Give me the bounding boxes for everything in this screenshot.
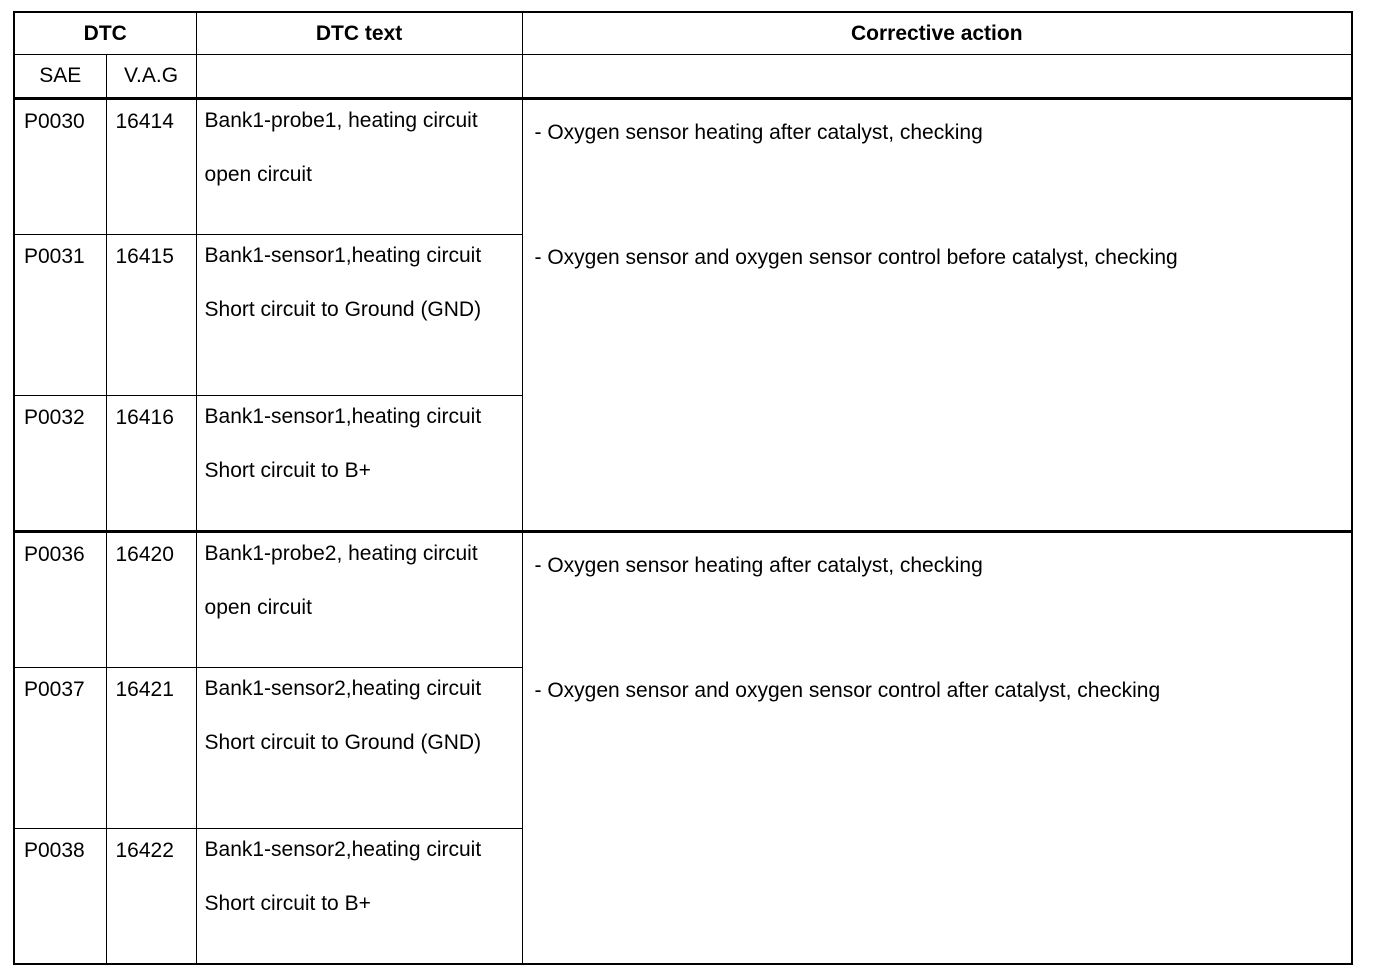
subheader-empty-action: [522, 55, 1352, 99]
dtc-text-line2: open circuit: [204, 163, 312, 186]
dtc-table-container: [13, 11, 1351, 915]
vag-code: 16420: [106, 532, 196, 668]
vag-code: 16416: [106, 396, 196, 532]
dtc-text-cell: [196, 235, 522, 396]
table-row: [14, 532, 1352, 668]
sae-code: P0038: [14, 829, 106, 965]
subheader-sae: SAE: [14, 55, 106, 99]
dtc-text-line1: Bank1-sensor2,heating circuit: [204, 677, 482, 700]
action-line1: - Oxygen sensor heating after catalyst, checking: [534, 554, 983, 577]
dtc-text-cell: [196, 396, 522, 532]
dtc-text-line1: Bank1-probe2, heating circuit: [204, 542, 478, 565]
header-row: [14, 12, 1352, 55]
dtc-text-line1: Bank1-sensor2,heating circuit: [204, 838, 482, 861]
sae-code: P0032: [14, 396, 106, 532]
corrective-action-cell: [522, 532, 1352, 965]
dtc-text-cell: [196, 532, 522, 668]
vag-code: 16415: [106, 235, 196, 396]
header-dtc: DTC: [14, 12, 196, 55]
vag-code: 16421: [106, 668, 196, 829]
dtc-text-line1: Bank1-sensor1,heating circuit: [204, 405, 482, 428]
subheader-row: [14, 55, 1352, 99]
subheader-empty-text: [196, 55, 522, 99]
dtc-text-cell: [196, 829, 522, 965]
dtc-text-line2: Short circuit to Ground (GND): [204, 731, 482, 754]
header-dtc-text: DTC text: [196, 12, 522, 55]
subheader-vag: V.A.G: [106, 55, 196, 99]
dtc-text-line2: Short circuit to B+: [204, 892, 371, 915]
sae-code: P0031: [14, 235, 106, 396]
header-corrective-action: Corrective action: [522, 12, 1352, 55]
dtc-text-line2: open circuit: [204, 596, 312, 619]
dtc-text-cell: [196, 668, 522, 829]
dtc-text-line2: Short circuit to B+: [204, 459, 371, 482]
sae-code: P0037: [14, 668, 106, 829]
dtc-table: [13, 11, 1353, 965]
sae-code: P0030: [14, 99, 106, 235]
dtc-text-line2: Short circuit to Ground (GND): [204, 298, 482, 321]
vag-code: 16422: [106, 829, 196, 965]
dtc-text-line1: Bank1-probe1, heating circuit: [204, 109, 478, 132]
vag-code: 16414: [106, 99, 196, 235]
dtc-text-line1: Bank1-sensor1,heating circuit: [204, 244, 482, 267]
action-line2: - Oxygen sensor and oxygen sensor control before catalyst, checking: [534, 246, 1178, 269]
action-line1: - Oxygen sensor heating after catalyst, checking: [534, 121, 983, 144]
sae-code: P0036: [14, 532, 106, 668]
action-line2: - Oxygen sensor and oxygen sensor control after catalyst, checking: [534, 679, 1161, 702]
table-row: [14, 99, 1352, 235]
corrective-action-cell: [522, 99, 1352, 532]
dtc-text-cell: [196, 99, 522, 235]
